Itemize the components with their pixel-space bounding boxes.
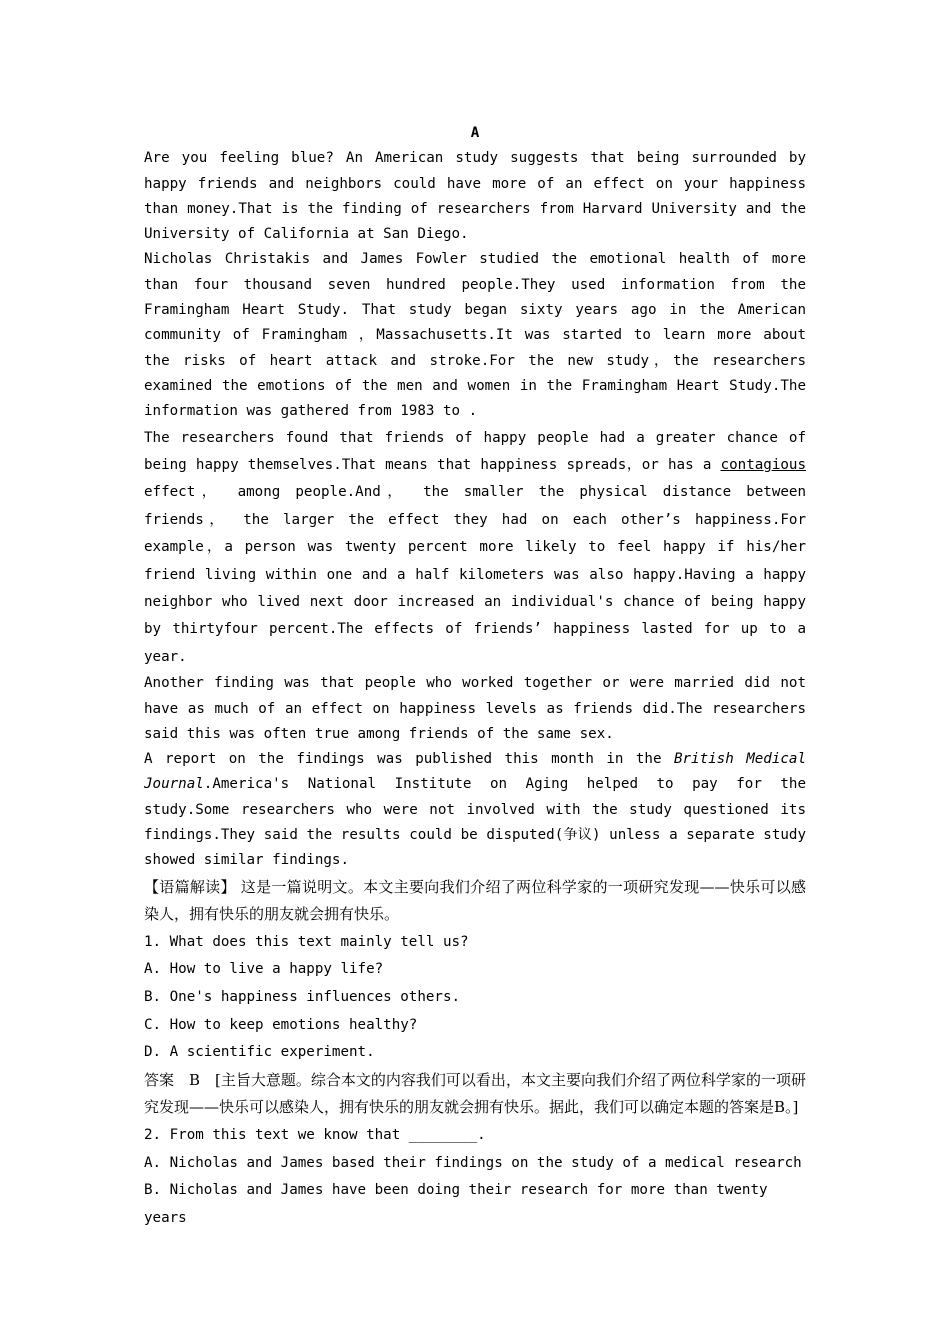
question-1-option-d: D. A scientific experiment.	[144, 1044, 375, 1061]
paragraph-3-text-before: The researchers found that friends of happy people had a greater chance of being happy themselves.That means that happiness spreads，or has a	[144, 429, 806, 473]
paragraph-2: Nicholas Christakis and James Fowler studied the emotional health of more than four thousand seven hundred people.They used information from the Framingham Heart Study. That study began sixty years ago in the American community of Framingham ，Massachusetts.It was started to learn more about the risks of heart attack and stroke.For the new study，the researchers examined the emotions of the men and women in the Framingham Heart Study.The information was gathered from 1983 to .	[144, 251, 806, 420]
paragraph-5-text-before: A report on the findings was published this month in the	[144, 751, 674, 768]
journal-name: British Medical Journal	[144, 751, 807, 793]
passage-analysis: 【语篇解读】 这是一篇说明文。本文主要向我们介绍了两位科学家的一项研究发现——快乐可以感染人，拥有快乐的朋友就会拥有快乐。	[144, 877, 806, 924]
document-content	[144, 121, 806, 1232]
underlined-word: contagious	[720, 456, 806, 473]
question-1-stem: 1. What does this text mainly tell us?	[144, 933, 469, 950]
question-2-option-a: A. Nicholas and James based their findings on the study of a medical research	[144, 1154, 802, 1171]
question-1-answer: 答案 B [主旨大意题。综合本文的内容我们可以看出，本文主要向我们介绍了两位科学家的一项研究发现——快乐可以感染人，拥有快乐的朋友就会拥有快乐。据此，我们可以确定本题的答案是B。]	[144, 1070, 806, 1117]
question-1-option-a: A. How to live a happy life?	[144, 961, 384, 978]
paragraph-4: Another finding was that people who worked together or were married did not have as much of an effect on happiness levels as friends did.The researchers said this was often true among friends of the same sex.	[144, 675, 806, 742]
paragraph-5	[144, 747, 806, 873]
question-1-option-c: C. How to keep emotions healthy?	[144, 1016, 418, 1033]
passage-title: A	[470, 125, 480, 141]
paragraph-1: Are you feeling blue? An American study suggests that being surrounded by happy friends and neighbors could have more of an effect on your happiness than money.That is the finding of researchers from Harvard University and the University of California at San Diego.	[144, 150, 806, 243]
question-2-option-b: B. Nicholas and James have been doing their research for more than twenty years	[144, 1182, 768, 1226]
paragraph-5-text-after: .America's National Institute on Aging helped to pay for the study.Some researchers who were not involved with the study questioned its findings.They said the results could be disputed(争议) unless a separate study showed similar findings.	[144, 776, 806, 869]
question-1-option-b: B. One's happiness influences others.	[144, 988, 461, 1005]
paragraph-3	[144, 425, 806, 672]
question-2-stem: 2. From this text we know that ________.	[144, 1126, 486, 1143]
paragraph-3-text-after: effect， among people.And， the smaller the physical distance between friends， the larger the effect they had on each other’s happiness.For example，a person was twenty percent more likely to feel happy if his/her friend living within one and a half kilometers was also happy.Having a happy neighbor who lived next door increased an individual's chance of being happy by thirtyfour percent.The effects of friends’ happiness lasted for up to a year.	[144, 484, 806, 665]
